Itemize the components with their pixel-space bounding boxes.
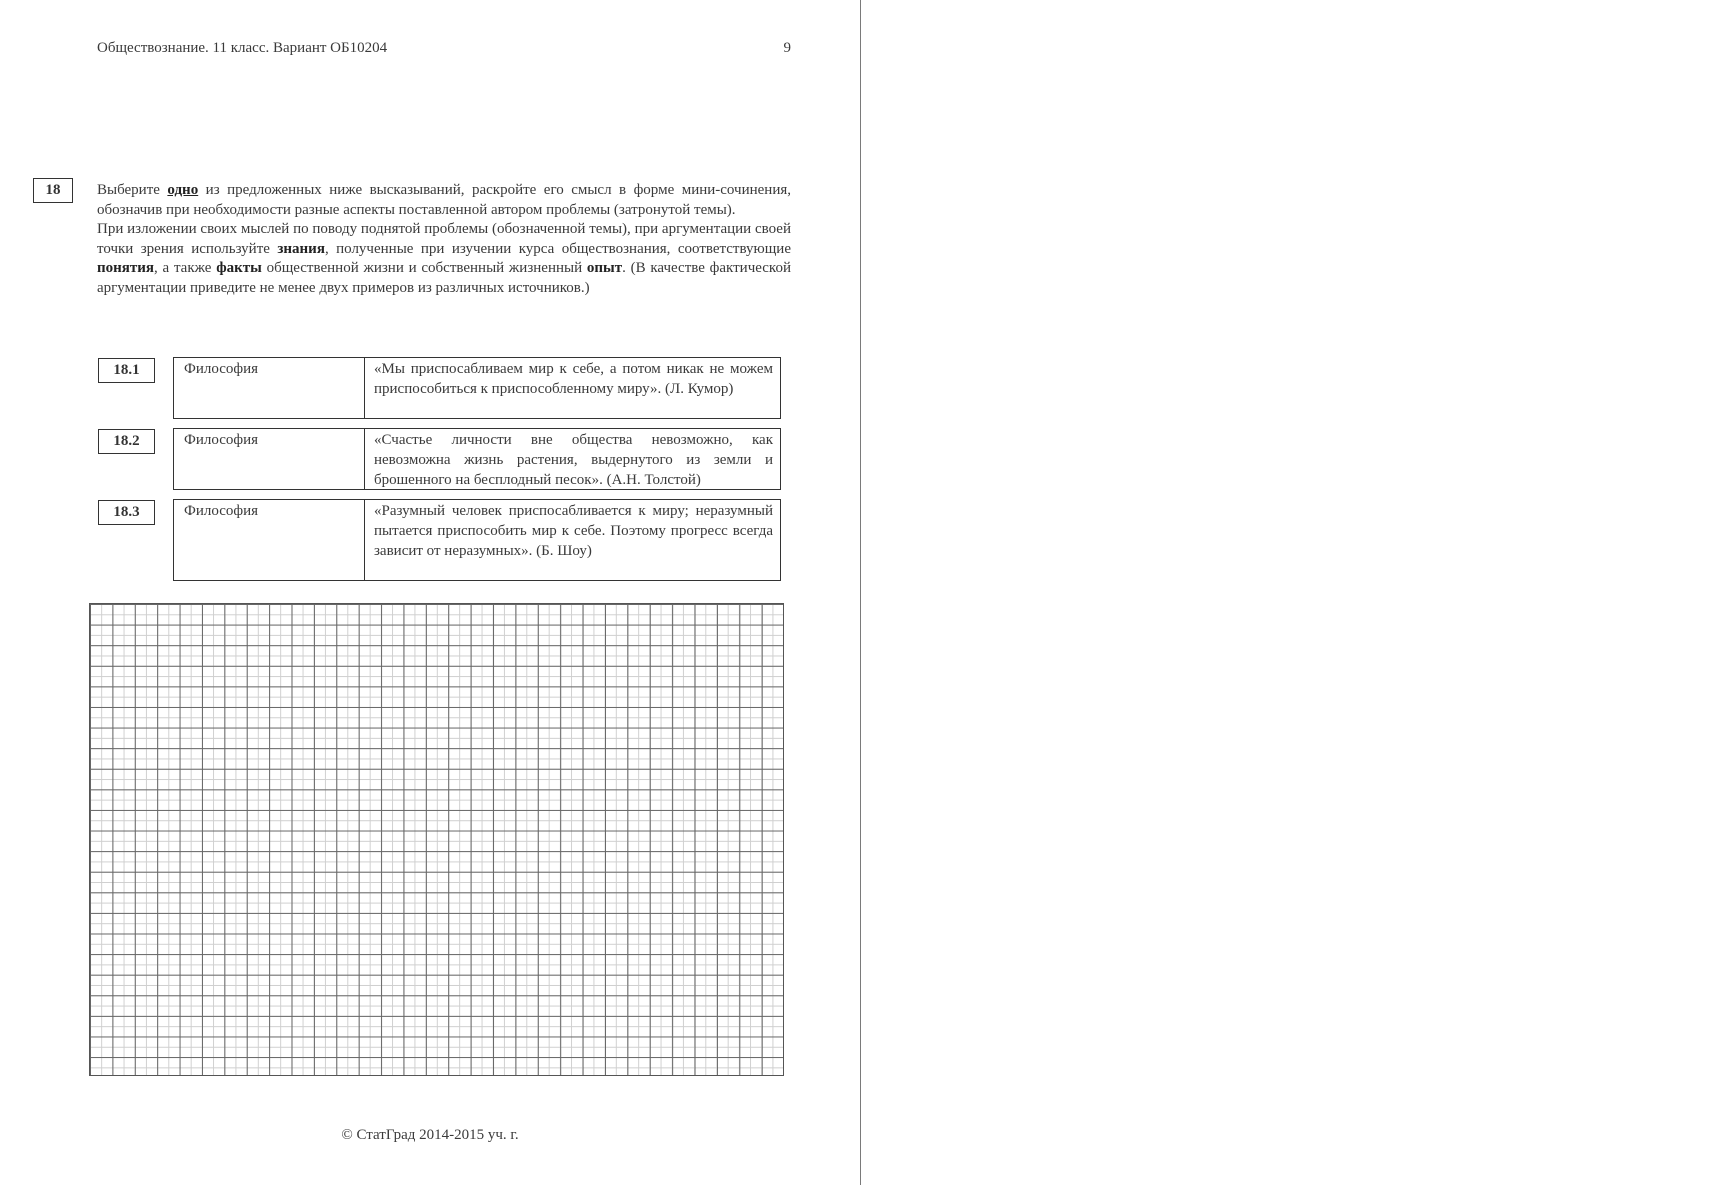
instruction-paragraph-2: При изложении своих мыслей по поводу поднятой проблемы (обозначенной темы), при аргументации своей точки зрения используйте знания, полученные при изучении курса обществознания, соответствующие понятия, а также факты общественной жизни и собственный жизненный опыт. (В качестве фактической аргументации приведите не менее двух примеров из различных источников.)	[97, 221, 791, 296]
option-18-3[interactable]	[173, 499, 781, 581]
page-header	[97, 40, 791, 57]
option-number-18-3: 18.3	[98, 500, 155, 525]
option-18-2[interactable]	[173, 428, 781, 490]
option-subject: Философия	[174, 429, 365, 489]
keyword-concepts: понятия	[97, 260, 155, 276]
page-number: 9	[783, 40, 791, 56]
option-number-18-2: 18.2	[98, 429, 155, 454]
option-quote: «Разумный человек приспосабливается к миру; неразумный пытается приспособить мир к себе. Поэтому прогресс всегда зависит от неразумных». (Б. Шоу)	[374, 503, 773, 559]
exam-page	[0, 0, 860, 1185]
task-instructions	[97, 181, 791, 298]
option-18-1[interactable]	[173, 357, 781, 419]
keyword-facts: факты	[216, 260, 262, 276]
keyword-experience: опыт	[586, 260, 623, 276]
answer-grid[interactable]	[89, 603, 784, 1076]
emphasis-one: одно	[167, 182, 199, 198]
instruction-paragraph-1: Выберите одно из предложенных ниже высказываний, раскройте его смысл в форме мини-сочинения, обозначив при необходимости разные аспекты поставленной автором проблемы (затронутой темы).	[97, 182, 791, 218]
option-quote: «Счастье личности вне общества невозможно, как невозможна жизнь растения, выдернутого из земли и брошенного на бесплодный песок». (А.Н. Толстой)	[374, 432, 773, 488]
blank-page	[861, 0, 1722, 1185]
keyword-knowledge: знания	[277, 240, 325, 257]
option-quote: «Мы приспосабливаем мир к себе, а потом никак не можем приспособиться к приспособленному миру». (Л. Кумор)	[374, 361, 773, 397]
option-subject: Философия	[174, 500, 365, 580]
task-number-box: 18	[33, 178, 73, 203]
option-number-18-1: 18.1	[98, 358, 155, 383]
option-subject: Философия	[174, 358, 365, 418]
header-title: Обществознание. 11 класс. Вариант ОБ10204	[97, 40, 388, 56]
page-footer: © СтатГрад 2014-2015 уч. г.	[341, 1127, 519, 1143]
